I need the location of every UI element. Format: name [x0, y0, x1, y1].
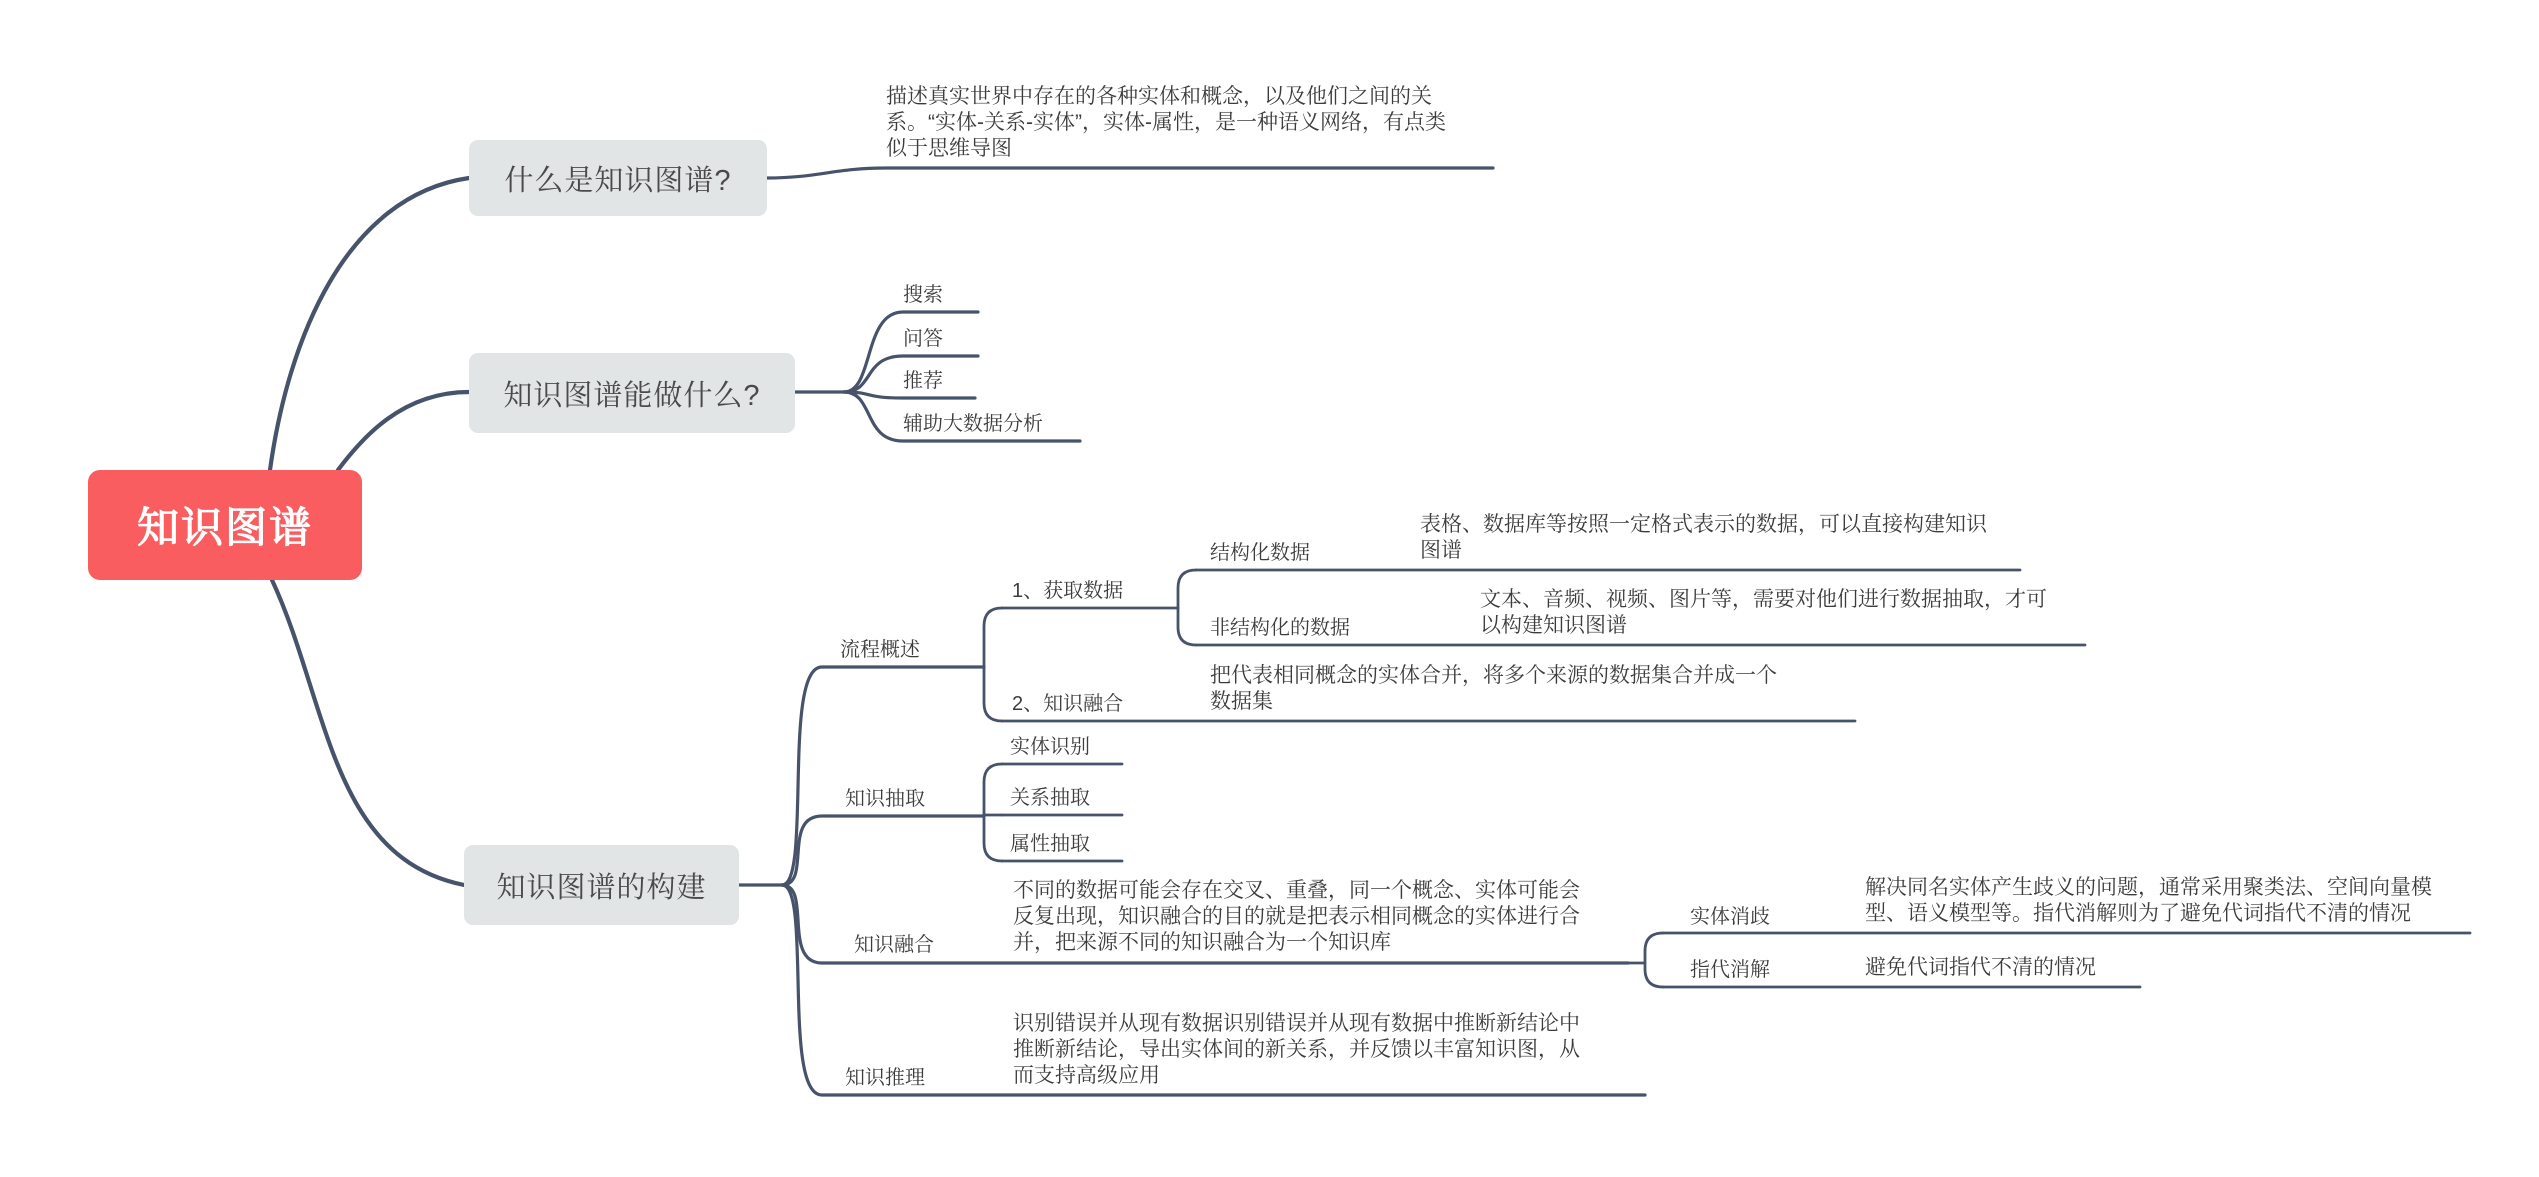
root-node[interactable]	[88, 470, 362, 580]
node-knowledge-reasoning[interactable]: 知识推理	[845, 1067, 925, 1089]
node-acquire-data[interactable]: 1、获取数据	[1012, 580, 1124, 602]
node-coreference-resolution[interactable]: 指代消解	[1690, 959, 1770, 981]
edge-knowledge-extraction	[782, 816, 984, 885]
node-process-overview[interactable]: 流程概述	[840, 639, 920, 661]
edge-process-overview	[782, 667, 984, 885]
note-fusion-step[interactable]: 把代表相同概念的实体合并，将多个来源的数据集合并成一个数据集	[1210, 664, 1777, 713]
node-kg-uses-label: 知识图谱能做什么?	[503, 379, 761, 412]
note-coreference-resolution[interactable]: 避免代词指代不清的情况	[1865, 956, 2096, 979]
node-entity-disambiguation[interactable]: 实体消歧	[1690, 906, 1770, 928]
bracket-process-overview	[984, 608, 1002, 721]
node-what-is-kg[interactable]	[469, 140, 767, 216]
node-knowledge-extraction[interactable]: 知识抽取	[845, 788, 925, 810]
note-structured-data[interactable]: 表格、数据库等按照一定格式表示的数据，可以直接构建知识图谱	[1420, 513, 1987, 562]
node-use-qa[interactable]: 问答	[903, 328, 943, 350]
node-relation-extraction[interactable]: 关系抽取	[1010, 787, 1090, 809]
note-knowledge-fusion[interactable]: 不同的数据可能会存在交叉、重叠，同一个概念、实体可能会反复出现，知识融合的目的就是把表示相同概念的实体进行合并，把来源不同的知识融合为一个知识库	[1013, 879, 1580, 954]
edge-what-is-kg-note	[767, 168, 1493, 178]
node-unstructured-data[interactable]: 非结构化的数据	[1210, 617, 1350, 639]
edge-root-to-kg-construction	[272, 580, 464, 885]
node-use-recommend[interactable]: 推荐	[903, 370, 943, 392]
node-knowledge-fusion[interactable]: 知识融合	[854, 934, 934, 956]
note-what-is-kg[interactable]: 描述真实世界中存在的各种实体和概念，以及他们之间的关系。“实体-关系-实体”，实体-属性，是一种语义网络，有点类似于思维导图	[886, 85, 1446, 160]
edge-root-to-what-is-kg	[270, 178, 469, 470]
node-kg-construction[interactable]	[464, 845, 739, 925]
node-entity-recognition[interactable]: 实体识别	[1010, 736, 1090, 758]
node-kg-uses[interactable]	[469, 353, 795, 433]
bracket-knowledge-extraction	[984, 764, 1002, 861]
note-entity-disambiguation[interactable]: 解决同名实体产生歧义的问题，通常采用聚类法、空间向量模型、语义模型等。指代消解则为了避免代词指代不清的情况	[1865, 876, 2432, 925]
bracket-acquire-data	[1178, 570, 1196, 645]
node-use-search[interactable]: 搜索	[903, 284, 943, 306]
node-kg-construction-label: 知识图谱的构建	[496, 871, 707, 904]
bracket-knowledge-fusion	[1628, 933, 1663, 987]
root-node-label: 知识图谱	[136, 504, 313, 551]
node-fusion-step[interactable]: 2、知识融合	[1012, 693, 1124, 715]
note-unstructured-data[interactable]: 文本、音频、视频、图片等，需要对他们进行数据抽取，才可以构建知识图谱	[1480, 588, 2047, 637]
edge-root-to-kg-uses	[338, 392, 469, 470]
node-what-is-kg-label: 什么是知识图谱?	[504, 164, 732, 197]
node-structured-data[interactable]: 结构化数据	[1210, 542, 1310, 564]
node-use-bigdata[interactable]: 辅助大数据分析	[903, 413, 1043, 435]
node-attribute-extraction[interactable]: 属性抽取	[1010, 833, 1090, 855]
note-knowledge-reasoning[interactable]: 识别错误并从现有数据识别错误并从现有数据中推断新结论中推断新结论，导出实体间的新关系，并反馈以丰富知识图，从而支持高级应用	[1013, 1012, 1580, 1087]
